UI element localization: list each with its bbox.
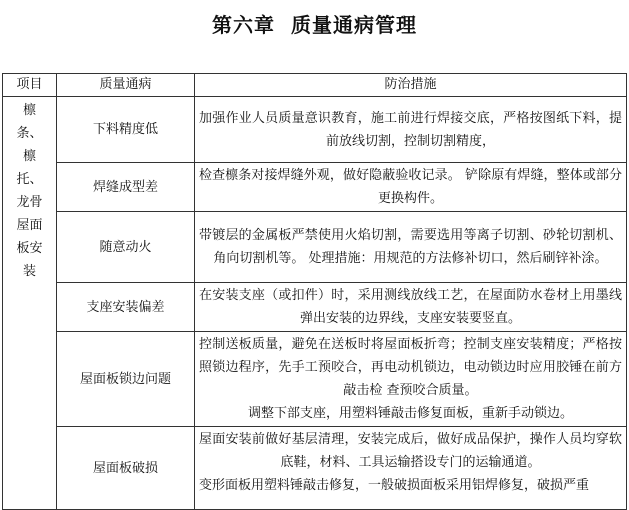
table-row	[3, 427, 627, 510]
header-measures: 防治措施	[195, 74, 627, 97]
category-cell	[3, 97, 57, 510]
measure-cell	[195, 97, 627, 163]
table-header-row	[3, 74, 627, 97]
table-row	[3, 283, 627, 332]
measure-cell	[195, 332, 627, 427]
table-row	[3, 97, 627, 163]
quality-defects-table	[2, 73, 627, 510]
table-row	[3, 163, 627, 212]
measure-cell	[195, 163, 627, 212]
measure-text: 带镀层的金属板严禁使用火焰切割，需要选用等离子切割、砂轮切割机、角向切割机等。 处理措施：用规范的方法修补切口，然后刷锌补涂。	[199, 228, 622, 266]
page-title: 第六章 质量通病管理	[212, 13, 417, 37]
measure-text: 控制送板质量，避免在送板时将屋面板折弯；控制支座安装精度；严格按照锁边程序，先手工预咬合，再电动机锁边，电动锁边时应用胶锤在前方敲击检 查预咬合质量。	[199, 337, 622, 398]
measure-cell	[195, 283, 627, 332]
measure-text: 变形面板用塑料锤敲击修复，一般破损面板采用铝焊修复，破损严重	[199, 478, 590, 493]
defect-cell: 屋面板破损	[57, 427, 195, 510]
defect-cell: 焊缝成型差	[57, 163, 195, 212]
table-row	[3, 332, 627, 427]
measure-text: 在安装支座（或扣件）时，采用测线放线工艺，在屋面防水卷材上用墨线弹出安装的边界线，支座安装要竖直。	[199, 288, 622, 326]
header-defect: 质量通病	[57, 74, 195, 97]
measure-text: 屋面安装前做好基层清理，安装完成后，做好成品保护，操作人员均穿软底鞋，材料、工具运输搭设专门的运输通道。	[199, 432, 622, 470]
defect-cell: 支座安装偏差	[57, 283, 195, 332]
measure-cell	[195, 212, 627, 283]
table-row	[3, 212, 627, 283]
measure-text: 检查檩条对接焊缝外观，做好隐蔽验收记录。 铲除原有焊缝，整体或部分更换构件。	[199, 168, 622, 206]
header-project: 项目	[3, 74, 57, 97]
measure-text: 加强作业人员质量意识教育，施工前进行焊接交底，严格按图纸下料，提前放线切割，控制切割精度，	[199, 110, 622, 149]
defect-cell: 屋面板锁边问题	[57, 332, 195, 427]
category-label: 檩条、檩托、龙骨屋面板安装	[16, 103, 43, 279]
measure-text: 调整下部支座，用塑料锤敲击修复面板，重新手动锁边。	[247, 406, 573, 421]
measure-cell	[195, 427, 627, 510]
defect-cell: 下料精度低	[57, 97, 195, 163]
defect-cell: 随意动火	[57, 212, 195, 283]
